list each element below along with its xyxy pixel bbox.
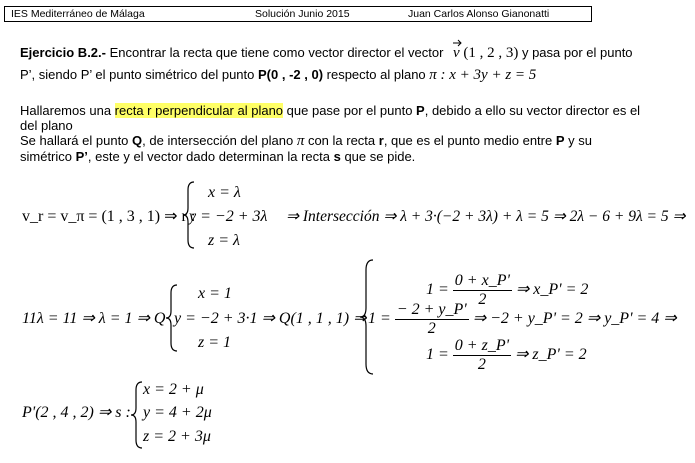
eq1-row-x: x = λ: [208, 184, 241, 201]
explanation-line-3: Se hallará el punto Q, de intersección del plano π con la recta r, que es el punto medio entre P y su: [20, 133, 592, 149]
eq3-row-z: z = 2 + 3μ: [143, 428, 211, 445]
eq1-row-z: z = λ: [208, 232, 240, 249]
explanation-line-2: del plano: [20, 118, 73, 133]
eq2-row-z: z = 1: [198, 334, 232, 351]
explanation-line-4: simétrico P’, este y el vector dado determinan la recta s que se pide.: [20, 149, 416, 164]
plane-equation: π : x + 3y + z = 5: [429, 67, 537, 83]
point-p: P(0 , -2 , 0): [258, 67, 324, 82]
exercise-line-2: P’, siendo P’ el punto simétrico del punto P(0 , -2 , 0) respecto al plano π : x + 3y + z = 5: [20, 67, 537, 83]
exercise-line-1: Ejercicio B.2.- Encontrar la recta que tiene como vector director el vector v (1 , 2 , 3) y pasa por el punto: [20, 45, 633, 61]
vector-coords: (1 , 2 , 3): [463, 45, 519, 61]
equation-1-right: ⇒ Intersección ⇒ λ + 3·(−2 + 3λ) + λ = 5 ⇒ 2λ − 6 + 9λ = 5 ⇒: [286, 208, 686, 225]
header-school: IES Mediterráneo de Málaga: [11, 8, 145, 20]
eq2-row-y: y = −2 + 3·1 ⇒ Q(1 , 1 , 1) ⇒: [174, 310, 367, 327]
header-author: Juan Carlos Alonso Gianonatti: [408, 8, 550, 20]
equation-2-left: 11λ = 11 ⇒ λ = 1 ⇒ Q: [22, 310, 166, 327]
brace-4: [130, 380, 144, 450]
equation-1-left: v_r = v_π = (1 , 3 , 1) ⇒ r :: [22, 208, 196, 225]
eq3-row-x: x = 2 + μ: [143, 381, 204, 398]
explanation-line-1: Hallaremos una recta r perpendicular al plano que pase por el punto P, debido a ello su vector director es el: [20, 103, 641, 118]
eq2-r2: 1 = $\frac{- 2 + y\_P'}{2}$ ⇒ −2 + y_P' = 2 ⇒ y_P' = 4 ⇒: [368, 301, 677, 337]
eq3-row-y: y = 4 + 2μ: [143, 404, 212, 421]
eq2-r1: 1 = $\frac{0 + x\_P'}{2}$ ⇒ x_P' = 2: [426, 272, 589, 308]
header-solution: Solución Junio 2015: [255, 8, 350, 20]
equation-3-left: P'(2 , 4 , 2) ⇒ s :: [22, 404, 131, 421]
exercise-label: Ejercicio B.2.-: [20, 45, 106, 60]
eq2-r3: 1 = $\frac{0 + z\_P'}{2}$ ⇒ z_P' = 2: [426, 337, 587, 373]
page-header: [4, 6, 592, 22]
eq1-row-y: y = −2 + 3λ: [189, 208, 268, 225]
vector-v: v: [453, 45, 460, 61]
highlighted-phrase: recta r perpendicular al plano: [114, 103, 284, 118]
eq2-row-x: x = 1: [198, 285, 232, 302]
